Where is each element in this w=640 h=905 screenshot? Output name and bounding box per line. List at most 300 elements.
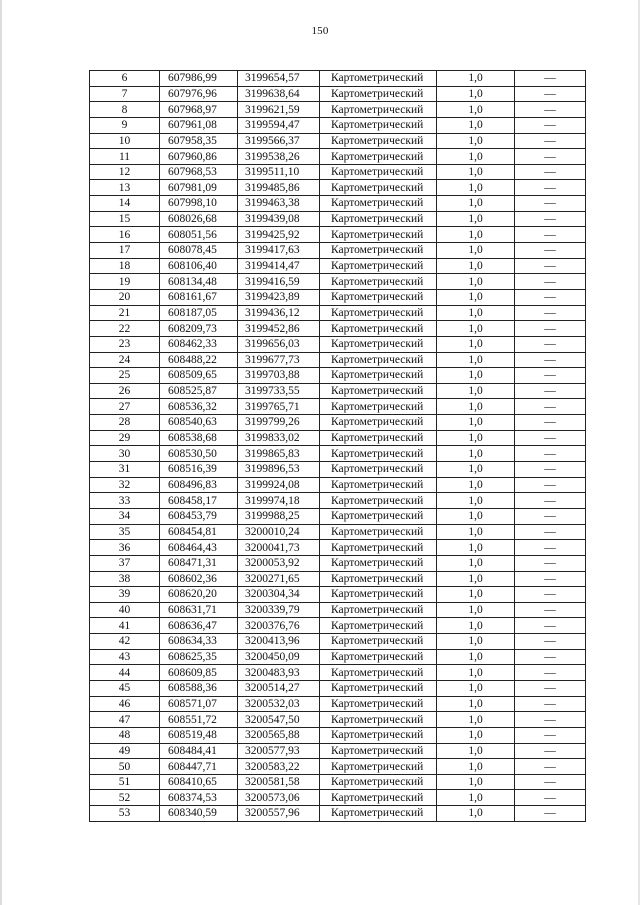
note-cell: —	[515, 368, 586, 384]
x-coordinate-cell: 608588,36	[160, 680, 238, 696]
y-coordinate-cell: 3199896,53	[238, 462, 320, 478]
y-coordinate-cell: 3200547,50	[238, 712, 320, 728]
point-number-cell: 36	[90, 540, 160, 556]
y-coordinate-cell: 3199765,71	[238, 399, 320, 415]
y-coordinate-cell: 3200581,58	[238, 774, 320, 790]
x-coordinate-cell: 608516,39	[160, 462, 238, 478]
accuracy-cell: 1,0	[437, 289, 515, 305]
x-coordinate-cell: 608536,32	[160, 399, 238, 415]
method-cell: Картометрический	[320, 149, 437, 165]
note-cell: —	[515, 289, 586, 305]
point-number-cell: 39	[90, 587, 160, 603]
method-cell: Картометрический	[320, 133, 437, 149]
note-cell: —	[515, 806, 586, 822]
x-coordinate-cell: 608525,87	[160, 383, 238, 399]
point-number-cell: 44	[90, 665, 160, 681]
table-row	[90, 117, 586, 133]
note-cell: —	[515, 665, 586, 681]
table-row	[90, 352, 586, 368]
note-cell: —	[515, 587, 586, 603]
note-cell: —	[515, 524, 586, 540]
table-row	[90, 446, 586, 462]
accuracy-cell: 1,0	[437, 180, 515, 196]
point-number-cell: 31	[90, 462, 160, 478]
y-coordinate-cell: 3200010,24	[238, 524, 320, 540]
accuracy-cell: 1,0	[437, 321, 515, 337]
x-coordinate-cell: 608410,65	[160, 774, 238, 790]
note-cell: —	[515, 102, 586, 118]
y-coordinate-cell: 3199865,83	[238, 446, 320, 462]
note-cell: —	[515, 258, 586, 274]
x-coordinate-cell: 607968,97	[160, 102, 238, 118]
x-coordinate-cell: 607986,99	[160, 71, 238, 87]
method-cell: Картометрический	[320, 227, 437, 243]
accuracy-cell: 1,0	[437, 133, 515, 149]
method-cell: Картометрический	[320, 352, 437, 368]
accuracy-cell: 1,0	[437, 759, 515, 775]
point-number-cell: 23	[90, 336, 160, 352]
table-row	[90, 774, 586, 790]
accuracy-cell: 1,0	[437, 227, 515, 243]
y-coordinate-cell: 3200304,34	[238, 587, 320, 603]
note-cell: —	[515, 430, 586, 446]
note-cell: —	[515, 477, 586, 493]
x-coordinate-cell: 608374,53	[160, 790, 238, 806]
accuracy-cell: 1,0	[437, 743, 515, 759]
coordinates-table	[89, 70, 586, 822]
point-number-cell: 43	[90, 649, 160, 665]
x-coordinate-cell: 608625,35	[160, 649, 238, 665]
note-cell: —	[515, 86, 586, 102]
accuracy-cell: 1,0	[437, 164, 515, 180]
method-cell: Картометрический	[320, 289, 437, 305]
table-row	[90, 649, 586, 665]
method-cell: Картометрический	[320, 305, 437, 321]
accuracy-cell: 1,0	[437, 680, 515, 696]
y-coordinate-cell: 3200573,06	[238, 790, 320, 806]
note-cell: —	[515, 540, 586, 556]
point-number-cell: 20	[90, 289, 160, 305]
x-coordinate-cell: 608340,59	[160, 806, 238, 822]
x-coordinate-cell: 608447,71	[160, 759, 238, 775]
accuracy-cell: 1,0	[437, 274, 515, 290]
y-coordinate-cell: 3199988,25	[238, 508, 320, 524]
table-row	[90, 71, 586, 87]
table-row	[90, 399, 586, 415]
page-number: 150	[311, 25, 329, 37]
method-cell: Картометрический	[320, 243, 437, 259]
accuracy-cell: 1,0	[437, 336, 515, 352]
table-row	[90, 430, 586, 446]
method-cell: Картометрический	[320, 759, 437, 775]
note-cell: —	[515, 774, 586, 790]
method-cell: Картометрический	[320, 696, 437, 712]
point-number-cell: 38	[90, 571, 160, 587]
x-coordinate-cell: 608458,17	[160, 493, 238, 509]
accuracy-cell: 1,0	[437, 462, 515, 478]
accuracy-cell: 1,0	[437, 86, 515, 102]
point-number-cell: 14	[90, 196, 160, 212]
y-coordinate-cell: 3200450,09	[238, 649, 320, 665]
method-cell: Картометрический	[320, 571, 437, 587]
method-cell: Картометрический	[320, 618, 437, 634]
method-cell: Картометрический	[320, 477, 437, 493]
x-coordinate-cell: 608571,07	[160, 696, 238, 712]
table-row	[90, 196, 586, 212]
accuracy-cell: 1,0	[437, 368, 515, 384]
scan-left-edge	[0, 0, 2, 905]
point-number-cell: 22	[90, 321, 160, 337]
y-coordinate-cell: 3199799,26	[238, 415, 320, 431]
y-coordinate-cell: 3200577,93	[238, 743, 320, 759]
method-cell: Картометрический	[320, 634, 437, 650]
method-cell: Картометрический	[320, 211, 437, 227]
point-number-cell: 25	[90, 368, 160, 384]
x-coordinate-cell: 608551,72	[160, 712, 238, 728]
method-cell: Картометрический	[320, 196, 437, 212]
point-number-cell: 19	[90, 274, 160, 290]
table-row	[90, 602, 586, 618]
y-coordinate-cell: 3200557,96	[238, 806, 320, 822]
x-coordinate-cell: 608464,43	[160, 540, 238, 556]
accuracy-cell: 1,0	[437, 774, 515, 790]
point-number-cell: 53	[90, 806, 160, 822]
accuracy-cell: 1,0	[437, 493, 515, 509]
method-cell: Картометрический	[320, 102, 437, 118]
table-row	[90, 336, 586, 352]
accuracy-cell: 1,0	[437, 352, 515, 368]
point-number-cell: 40	[90, 602, 160, 618]
y-coordinate-cell: 3199703,88	[238, 368, 320, 384]
y-coordinate-cell: 3199452,86	[238, 321, 320, 337]
accuracy-cell: 1,0	[437, 415, 515, 431]
y-coordinate-cell: 3199436,12	[238, 305, 320, 321]
method-cell: Картометрический	[320, 555, 437, 571]
method-cell: Картометрический	[320, 540, 437, 556]
method-cell: Картометрический	[320, 774, 437, 790]
point-number-cell: 48	[90, 727, 160, 743]
accuracy-cell: 1,0	[437, 727, 515, 743]
note-cell: —	[515, 759, 586, 775]
note-cell: —	[515, 415, 586, 431]
x-coordinate-cell: 607961,08	[160, 117, 238, 133]
point-number-cell: 24	[90, 352, 160, 368]
accuracy-cell: 1,0	[437, 571, 515, 587]
accuracy-cell: 1,0	[437, 71, 515, 87]
x-coordinate-cell: 608602,36	[160, 571, 238, 587]
point-number-cell: 50	[90, 759, 160, 775]
table-row	[90, 462, 586, 478]
accuracy-cell: 1,0	[437, 117, 515, 133]
note-cell: —	[515, 305, 586, 321]
note-cell: —	[515, 117, 586, 133]
method-cell: Картометрический	[320, 806, 437, 822]
table-row	[90, 696, 586, 712]
table-row	[90, 571, 586, 587]
point-number-cell: 49	[90, 743, 160, 759]
method-cell: Картометрический	[320, 727, 437, 743]
note-cell: —	[515, 133, 586, 149]
y-coordinate-cell: 3200413,96	[238, 634, 320, 650]
y-coordinate-cell: 3200376,76	[238, 618, 320, 634]
y-coordinate-cell: 3199423,89	[238, 289, 320, 305]
note-cell: —	[515, 446, 586, 462]
method-cell: Картометрический	[320, 743, 437, 759]
note-cell: —	[515, 602, 586, 618]
table-row	[90, 680, 586, 696]
note-cell: —	[515, 743, 586, 759]
accuracy-cell: 1,0	[437, 477, 515, 493]
y-coordinate-cell: 3200339,79	[238, 602, 320, 618]
table-row	[90, 180, 586, 196]
point-number-cell: 6	[90, 71, 160, 87]
table-row	[90, 227, 586, 243]
x-coordinate-cell: 608496,83	[160, 477, 238, 493]
table-row	[90, 321, 586, 337]
table-row	[90, 618, 586, 634]
y-coordinate-cell: 3200583,22	[238, 759, 320, 775]
table-row	[90, 477, 586, 493]
x-coordinate-cell: 608519,48	[160, 727, 238, 743]
method-cell: Картометрический	[320, 602, 437, 618]
note-cell: —	[515, 274, 586, 290]
x-coordinate-cell: 608509,65	[160, 368, 238, 384]
y-coordinate-cell: 3199656,03	[238, 336, 320, 352]
table-row	[90, 806, 586, 822]
y-coordinate-cell: 3200532,03	[238, 696, 320, 712]
table-row	[90, 133, 586, 149]
point-number-cell: 35	[90, 524, 160, 540]
point-number-cell: 42	[90, 634, 160, 650]
note-cell: —	[515, 383, 586, 399]
method-cell: Картометрический	[320, 524, 437, 540]
point-number-cell: 52	[90, 790, 160, 806]
method-cell: Картометрический	[320, 430, 437, 446]
y-coordinate-cell: 3199416,59	[238, 274, 320, 290]
accuracy-cell: 1,0	[437, 602, 515, 618]
method-cell: Картометрический	[320, 117, 437, 133]
point-number-cell: 51	[90, 774, 160, 790]
y-coordinate-cell: 3199924,08	[238, 477, 320, 493]
x-coordinate-cell: 608051,56	[160, 227, 238, 243]
note-cell: —	[515, 790, 586, 806]
note-cell: —	[515, 336, 586, 352]
point-number-cell: 41	[90, 618, 160, 634]
point-number-cell: 12	[90, 164, 160, 180]
table-row	[90, 712, 586, 728]
note-cell: —	[515, 196, 586, 212]
table-row	[90, 759, 586, 775]
x-coordinate-cell: 608636,47	[160, 618, 238, 634]
accuracy-cell: 1,0	[437, 243, 515, 259]
point-number-cell: 18	[90, 258, 160, 274]
note-cell: —	[515, 634, 586, 650]
accuracy-cell: 1,0	[437, 305, 515, 321]
point-number-cell: 11	[90, 149, 160, 165]
method-cell: Картометрический	[320, 368, 437, 384]
x-coordinate-cell: 608209,73	[160, 321, 238, 337]
accuracy-cell: 1,0	[437, 634, 515, 650]
note-cell: —	[515, 227, 586, 243]
x-coordinate-cell: 608026,68	[160, 211, 238, 227]
table-row	[90, 540, 586, 556]
method-cell: Картометрический	[320, 415, 437, 431]
x-coordinate-cell: 607968,53	[160, 164, 238, 180]
table-row	[90, 743, 586, 759]
x-coordinate-cell: 608462,33	[160, 336, 238, 352]
table-row	[90, 383, 586, 399]
method-cell: Картометрический	[320, 462, 437, 478]
note-cell: —	[515, 211, 586, 227]
point-number-cell: 13	[90, 180, 160, 196]
x-coordinate-cell: 608631,71	[160, 602, 238, 618]
accuracy-cell: 1,0	[437, 618, 515, 634]
y-coordinate-cell: 3199677,73	[238, 352, 320, 368]
note-cell: —	[515, 696, 586, 712]
point-number-cell: 32	[90, 477, 160, 493]
accuracy-cell: 1,0	[437, 712, 515, 728]
y-coordinate-cell: 3199417,63	[238, 243, 320, 259]
point-number-cell: 8	[90, 102, 160, 118]
method-cell: Картометрический	[320, 446, 437, 462]
accuracy-cell: 1,0	[437, 149, 515, 165]
y-coordinate-cell: 3199485,86	[238, 180, 320, 196]
x-coordinate-cell: 607958,35	[160, 133, 238, 149]
table-row	[90, 211, 586, 227]
x-coordinate-cell: 608530,50	[160, 446, 238, 462]
note-cell: —	[515, 243, 586, 259]
table-row	[90, 587, 586, 603]
table-row	[90, 289, 586, 305]
note-cell: —	[515, 462, 586, 478]
point-number-cell: 30	[90, 446, 160, 462]
note-cell: —	[515, 680, 586, 696]
accuracy-cell: 1,0	[437, 665, 515, 681]
accuracy-cell: 1,0	[437, 258, 515, 274]
note-cell: —	[515, 571, 586, 587]
method-cell: Картометрический	[320, 164, 437, 180]
table-row	[90, 415, 586, 431]
method-cell: Картометрический	[320, 680, 437, 696]
note-cell: —	[515, 618, 586, 634]
x-coordinate-cell: 607960,86	[160, 149, 238, 165]
y-coordinate-cell: 3200483,93	[238, 665, 320, 681]
note-cell: —	[515, 149, 586, 165]
note-cell: —	[515, 352, 586, 368]
point-number-cell: 45	[90, 680, 160, 696]
x-coordinate-cell: 608161,67	[160, 289, 238, 305]
point-number-cell: 17	[90, 243, 160, 259]
accuracy-cell: 1,0	[437, 555, 515, 571]
x-coordinate-cell: 608187,05	[160, 305, 238, 321]
method-cell: Картометрический	[320, 86, 437, 102]
accuracy-cell: 1,0	[437, 806, 515, 822]
point-number-cell: 9	[90, 117, 160, 133]
accuracy-cell: 1,0	[437, 696, 515, 712]
note-cell: —	[515, 321, 586, 337]
x-coordinate-cell: 608106,40	[160, 258, 238, 274]
accuracy-cell: 1,0	[437, 430, 515, 446]
accuracy-cell: 1,0	[437, 446, 515, 462]
accuracy-cell: 1,0	[437, 649, 515, 665]
x-coordinate-cell: 608634,33	[160, 634, 238, 650]
accuracy-cell: 1,0	[437, 587, 515, 603]
point-number-cell: 16	[90, 227, 160, 243]
x-coordinate-cell: 607976,96	[160, 86, 238, 102]
table-row	[90, 149, 586, 165]
x-coordinate-cell: 608484,41	[160, 743, 238, 759]
method-cell: Картометрический	[320, 71, 437, 87]
method-cell: Картометрический	[320, 665, 437, 681]
x-coordinate-cell: 608453,79	[160, 508, 238, 524]
method-cell: Картометрический	[320, 649, 437, 665]
method-cell: Картометрический	[320, 712, 437, 728]
note-cell: —	[515, 493, 586, 509]
table-row	[90, 243, 586, 259]
y-coordinate-cell: 3199511,10	[238, 164, 320, 180]
accuracy-cell: 1,0	[437, 540, 515, 556]
point-number-cell: 37	[90, 555, 160, 571]
y-coordinate-cell: 3200041,73	[238, 540, 320, 556]
method-cell: Картометрический	[320, 336, 437, 352]
accuracy-cell: 1,0	[437, 102, 515, 118]
y-coordinate-cell: 3199414,47	[238, 258, 320, 274]
table-row	[90, 305, 586, 321]
table-row	[90, 102, 586, 118]
table-row	[90, 164, 586, 180]
accuracy-cell: 1,0	[437, 196, 515, 212]
point-number-cell: 34	[90, 508, 160, 524]
accuracy-cell: 1,0	[437, 524, 515, 540]
table-row	[90, 508, 586, 524]
table-row	[90, 274, 586, 290]
point-number-cell: 46	[90, 696, 160, 712]
point-number-cell: 27	[90, 399, 160, 415]
coordinates-table-container	[89, 70, 585, 822]
y-coordinate-cell: 3199594,47	[238, 117, 320, 133]
table-row	[90, 524, 586, 540]
table-row	[90, 727, 586, 743]
point-number-cell: 28	[90, 415, 160, 431]
table-row	[90, 634, 586, 650]
x-coordinate-cell: 608454,81	[160, 524, 238, 540]
x-coordinate-cell: 608538,68	[160, 430, 238, 446]
method-cell: Картометрический	[320, 180, 437, 196]
note-cell: —	[515, 727, 586, 743]
y-coordinate-cell: 3199621,59	[238, 102, 320, 118]
y-coordinate-cell: 3199638,64	[238, 86, 320, 102]
table-row	[90, 368, 586, 384]
table-row	[90, 258, 586, 274]
point-number-cell: 21	[90, 305, 160, 321]
point-number-cell: 33	[90, 493, 160, 509]
note-cell: —	[515, 649, 586, 665]
point-number-cell: 10	[90, 133, 160, 149]
x-coordinate-cell: 608620,20	[160, 587, 238, 603]
table-row	[90, 665, 586, 681]
note-cell: —	[515, 399, 586, 415]
y-coordinate-cell: 3199833,02	[238, 430, 320, 446]
y-coordinate-cell: 3199439,08	[238, 211, 320, 227]
y-coordinate-cell: 3200053,92	[238, 555, 320, 571]
table-row	[90, 86, 586, 102]
accuracy-cell: 1,0	[437, 211, 515, 227]
y-coordinate-cell: 3200514,27	[238, 680, 320, 696]
y-coordinate-cell: 3199463,38	[238, 196, 320, 212]
x-coordinate-cell: 607981,09	[160, 180, 238, 196]
method-cell: Картометрический	[320, 399, 437, 415]
note-cell: —	[515, 712, 586, 728]
